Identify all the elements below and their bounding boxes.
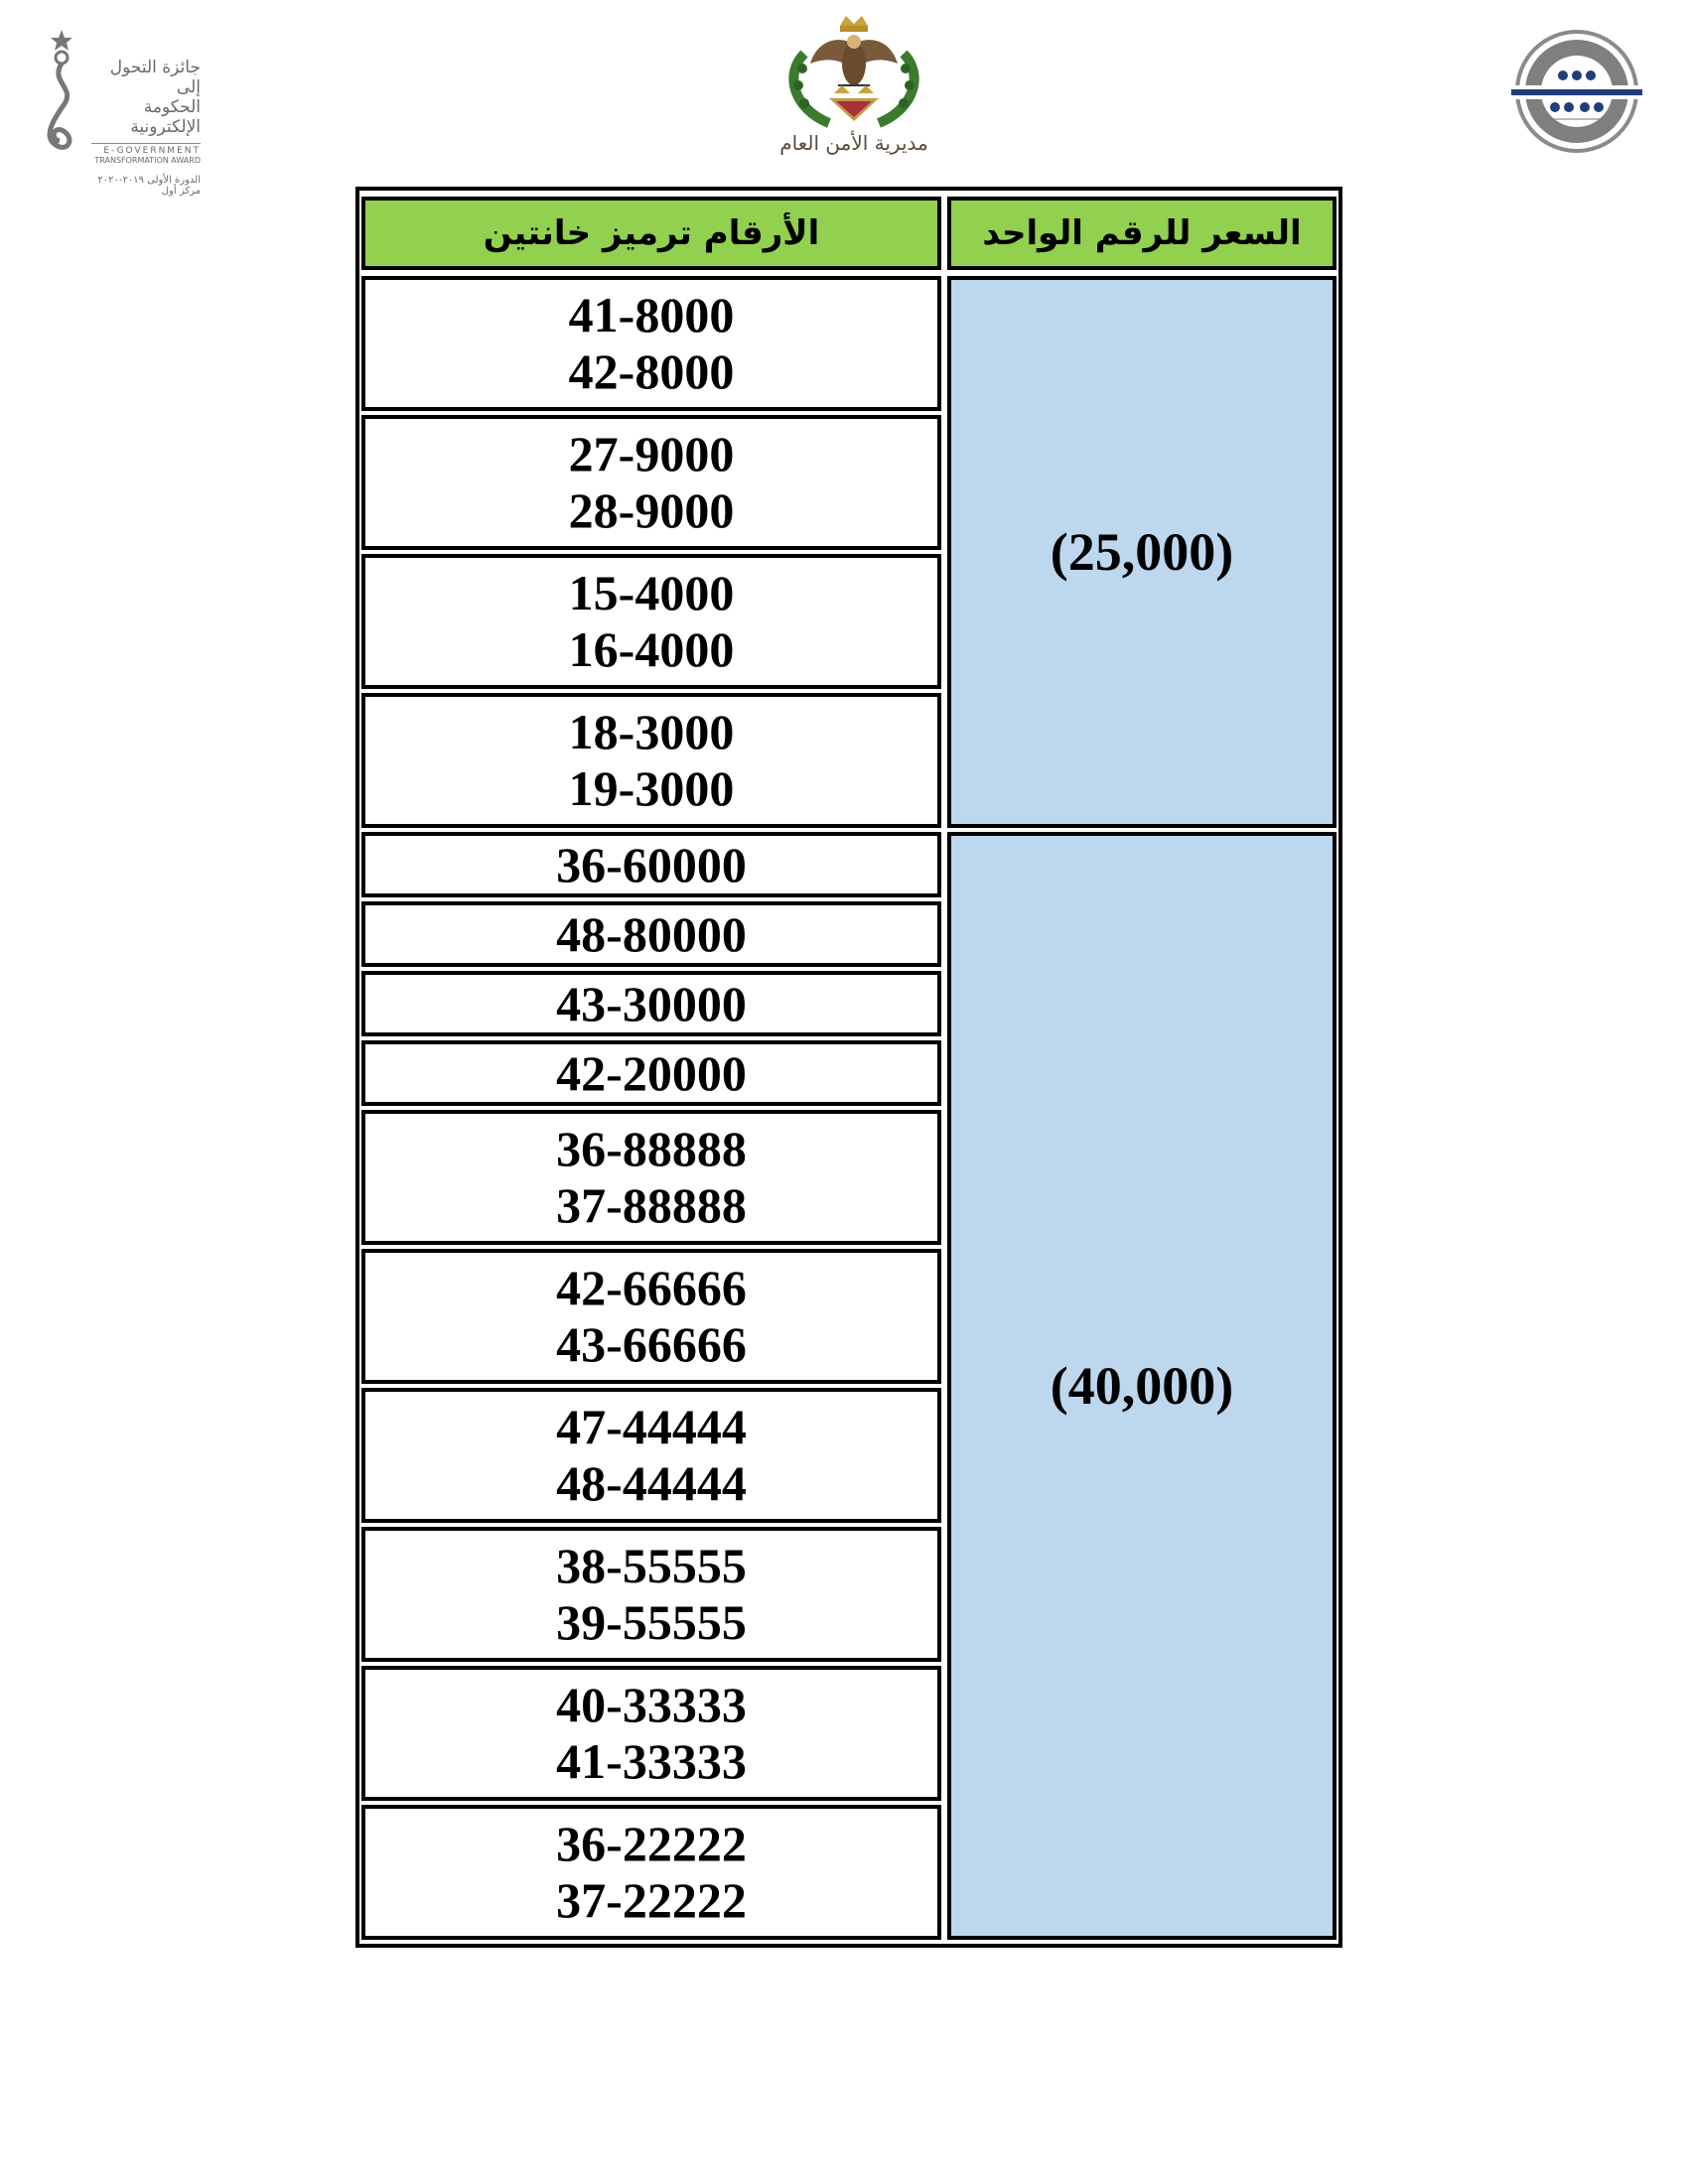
price-value: (40,000) [1050,1356,1234,1416]
number-cell [361,1040,941,1106]
public-security-emblem [774,14,933,159]
plate-number: 37-22222 [556,1872,747,1928]
award-logo [42,28,201,197]
header-price-label: السعر للرقم الواحد [982,213,1302,253]
number-cell [361,693,941,828]
seal-of-excellence-logo [1511,30,1642,153]
number-cell [361,971,941,1036]
plate-number: 39-55555 [556,1594,747,1650]
plate-number: 48-80000 [556,905,747,962]
seal-icon [1511,30,1642,153]
plate-number: 36-88888 [556,1121,747,1176]
plate-number: 19-3000 [568,760,735,816]
plate-number: 36-60000 [556,836,747,892]
plate-number: 43-66666 [556,1316,747,1372]
emblem-caption: مديرية الأمن العام [779,131,928,155]
number-cell [361,1666,941,1801]
award-title-en2: TRANSFORMATION AWARD [94,156,201,165]
number-cell [361,1388,941,1523]
header-price [947,197,1336,270]
award-tier: مركز أول [161,186,201,197]
number-cell [361,554,941,689]
award-title-en1: E-GOVERNMENT [91,143,201,156]
plate-number: 28-9000 [568,482,735,538]
plate-number: 40-33333 [556,1677,747,1732]
header-numbers-label: الأرقام ترميز خانتين [483,213,820,253]
price-value: (25,000) [1050,522,1234,582]
price-cell-group-1 [947,276,1336,828]
plate-number: 37-88888 [556,1177,747,1233]
plate-number: 43-30000 [556,975,747,1031]
number-cell [361,832,941,897]
award-title-line1: جائزة التحول إلى [109,58,201,97]
number-cell [361,1805,941,1940]
award-title-line2: الحكومة الإلكترونية [130,97,201,137]
award-year: الدورة الأولى ٢٠١٩-٢٠٢٠ [97,175,201,186]
plate-number: 36-22222 [556,1816,747,1871]
award-swirl-icon [42,28,91,157]
plate-number: 42-66666 [556,1260,747,1315]
plate-number: 38-55555 [556,1538,747,1593]
number-cell [361,276,941,411]
plate-number: 42-8000 [568,343,735,399]
number-cell [361,1110,941,1245]
plate-number: 18-3000 [568,704,735,759]
number-cell [361,1249,941,1384]
plate-number: 42-20000 [556,1044,747,1101]
header-numbers [361,197,941,270]
plate-number: 16-4000 [568,621,735,677]
eagle-emblem-icon [774,14,933,133]
plate-number: 48-44444 [556,1455,747,1511]
plate-number: 27-9000 [568,426,735,481]
price-cell-group-2 [947,832,1336,1940]
plate-number: 15-4000 [568,565,735,620]
plate-number: 41-8000 [568,287,735,342]
plate-number: 47-44444 [556,1399,747,1454]
award-text [91,58,201,197]
number-cell [361,415,941,550]
number-cell [361,901,941,967]
plate-number: 41-33333 [556,1733,747,1789]
number-cell [361,1527,941,1662]
